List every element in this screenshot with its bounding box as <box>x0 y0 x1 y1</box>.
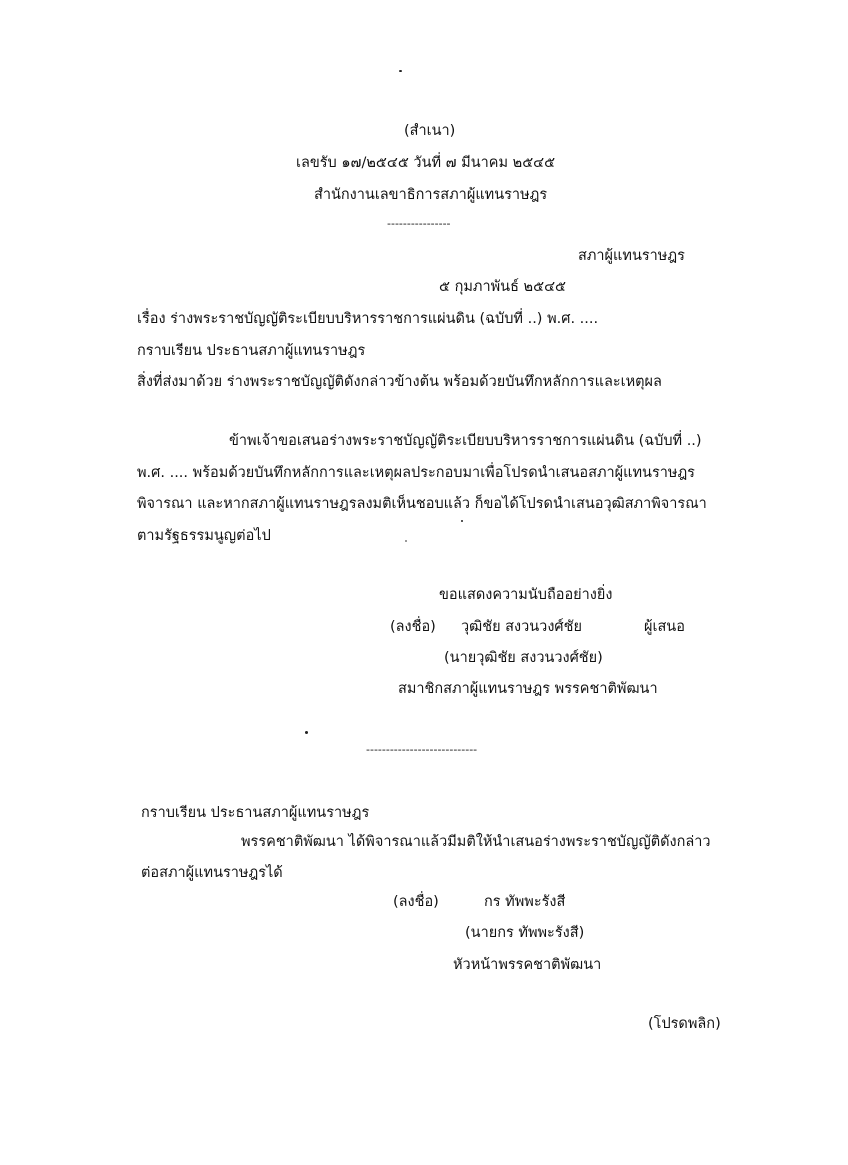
signer-position: สมาชิกสภาผู้แทนราษฎร พรรคชาติพัฒนา <box>398 681 658 697</box>
endorsement-signer-position: หัวหน้าพรรคชาติพัฒนา <box>453 957 602 973</box>
closing-phrase: ขอแสดงความนับถืออย่างยิ่ง <box>439 587 613 603</box>
signed-label: (ลงชื่อ) <box>390 619 436 635</box>
scan-speck <box>405 540 407 542</box>
letter-separator: ---------------------------- <box>366 743 478 756</box>
scan-speck <box>305 731 308 734</box>
sender-place: สภาผู้แทนราษฎร <box>578 248 685 264</box>
endorsement-body-line: ต่อสภาผู้แทนราษฎรได้ <box>141 865 283 881</box>
body-line: พ.ศ. .... พร้อมด้วยบันทึกหลักการและเหตุผลประกอบมาเพื่อโปรดนำเสนอสภาผู้แทนราษฎร <box>137 465 695 481</box>
scan-speck <box>461 520 463 522</box>
scan-speck <box>399 70 402 72</box>
body-line: พิจารณา และหากสภาผู้แทนราษฎรลงมติเห็นชอบแล้ว ก็ขอได้โปรดนำเสนอวุฒิสภาพิจารณา <box>137 496 707 512</box>
letter-subject: เรื่อง ร่างพระราชบัญญัติระเบียบบริหารราชการแผ่นดิน (ฉบับที่ ..) พ.ศ. .... <box>137 311 599 327</box>
signer-name: (นายวุฒิชัย สงวนวงศ์ชัย) <box>444 650 603 666</box>
turn-over-note: (โปรดพลิก) <box>648 1016 721 1032</box>
proposer-label: ผู้เสนอ <box>644 619 685 635</box>
body-line: ข้าพเจ้าขอเสนอร่างพระราชบัญญัติระเบียบบริหารราชการแผ่นดิน (ฉบับที่ ..) <box>229 433 702 449</box>
endorsement-signature: กร ทัพพะรังสี <box>484 894 566 910</box>
receipt-line: เลขรับ ๑๗/๒๕๔๕ วันที่ ๗ มีนาคม ๒๕๔๕ <box>296 155 556 171</box>
office-name: สำนักงานเลขาธิการสภาผู้แทนราษฎร <box>314 187 548 203</box>
endorsement-addressee: กราบเรียน ประธานสภาผู้แทนราษฎร <box>141 805 370 821</box>
copy-mark: (สำเนา) <box>404 123 456 139</box>
letter-date: ๕ กุมภาพันธ์ ๒๕๔๕ <box>439 279 567 295</box>
header-separator: ---------------- <box>387 217 451 230</box>
endorsement-signer-name: (นายกร ทัพพะรังสี) <box>465 925 585 941</box>
endorsement-signed-label: (ลงชื่อ) <box>393 894 439 910</box>
endorsement-body-line: พรรคชาติพัฒนา ได้พิจารณาแล้วมีมติให้นำเสนอร่างพระราชบัญญัติดังกล่าว <box>241 834 711 850</box>
body-line: ตามรัฐธรรมนูญต่อไป <box>137 528 271 544</box>
letter-addressee: กราบเรียน ประธานสภาผู้แทนราษฎร <box>137 343 366 359</box>
letter-enclosure: สิ่งที่ส่งมาด้วย ร่างพระราชบัญญัติดังกล่าวข้างต้น พร้อมด้วยบันทึกหลักการและเหตุผล <box>137 374 662 390</box>
signature: วุฒิชัย สงวนวงศ์ชัย <box>461 619 582 635</box>
